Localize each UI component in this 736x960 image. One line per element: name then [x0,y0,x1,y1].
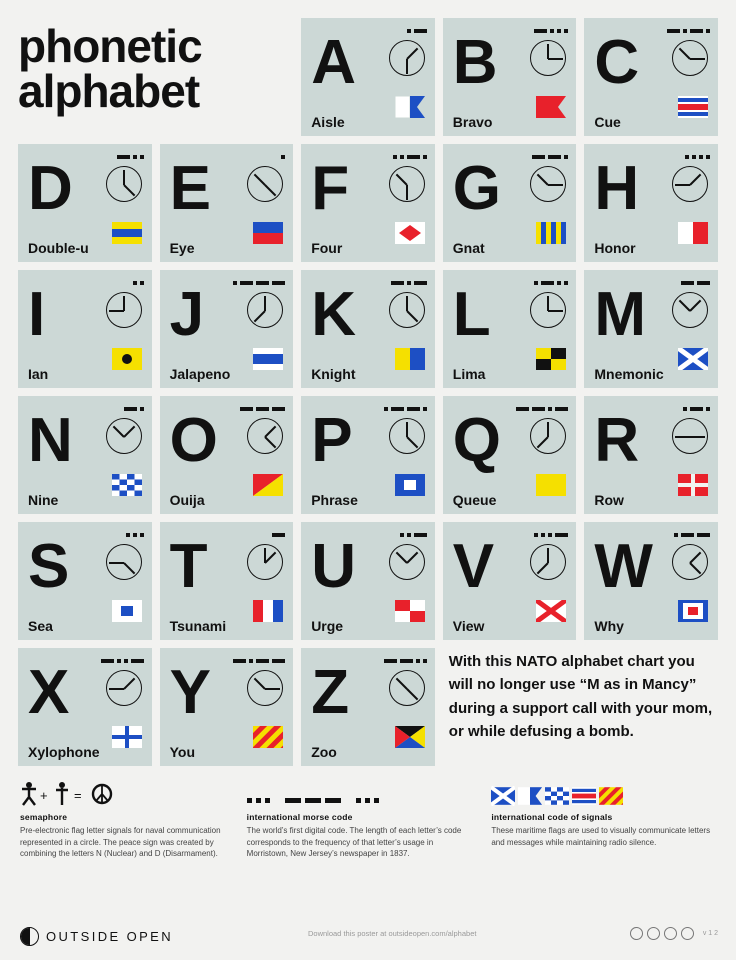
signal-flag-i [112,348,142,370]
signal-flag-y [253,726,283,748]
sample-flag-a [518,786,542,806]
semaphore-icon-j [247,292,283,328]
semaphore-icon-t [247,544,283,580]
letter-card-l[interactable] [443,270,577,388]
download-note: Download this poster at outsideopen.com/alphabet [308,929,477,938]
letter-glyph-t: T [169,532,208,601]
creative-commons-badge [630,927,718,940]
letter-word-j: Jalapeno [169,366,231,382]
letter-card-y[interactable] [160,648,294,766]
letter-card-m[interactable] [584,270,718,388]
signals-body: These maritime flags are used to visually communicate letters and messages while maintaining radio silence. [491,826,711,847]
letter-word-d: Double-u [28,240,89,256]
letter-word-w: Why [594,618,624,634]
sample-flag-m [491,786,515,806]
signal-flag-s [112,600,142,622]
letter-card-k[interactable] [301,270,435,388]
sample-flag-c [572,786,596,806]
signal-flag-r [678,474,708,496]
letter-glyph-c: C [594,28,640,97]
signal-flag-v [536,600,566,622]
letter-card-s[interactable] [18,522,152,640]
semaphore-icon-g [530,166,566,202]
semaphore-body: Pre-electronic flag letter signals for naval communication represented in a circle. The peace sign was created by combining the letters N (Nuclear) and D (Disarmament). [20,826,221,859]
brand-name: OUTSIDE OPEN [46,929,174,944]
morse-code-i [133,278,144,288]
morse-code-n [124,404,144,414]
letter-word-c: Cue [594,114,621,130]
signal-flag-l [536,348,566,370]
morse-code-r [683,404,710,414]
letter-glyph-y: Y [169,658,211,727]
letter-glyph-v: V [452,532,495,601]
semaphore-icon-x [106,670,142,706]
letter-glyph-p: P [311,406,353,475]
morse-code-q [516,404,568,414]
footer-morse [247,780,472,860]
letter-word-k: Knight [311,366,356,382]
letter-word-x: Xylophone [28,744,100,760]
letter-card-r[interactable] [584,396,718,514]
letter-word-m: Mnemonic [594,366,664,382]
letter-glyph-h: H [594,154,640,223]
morse-code-a [407,26,427,36]
semaphore-icon-u [389,544,425,580]
morse-code-y [233,656,285,666]
letter-card-q[interactable] [443,396,577,514]
letter-word-t: Tsunami [169,618,227,634]
letter-glyph-i: I [28,280,46,349]
letter-card-p[interactable] [301,396,435,514]
letter-card-v[interactable] [443,522,577,640]
morse-code-s [126,530,144,540]
letter-card-a[interactable] [301,18,435,136]
letter-glyph-s: S [28,532,70,601]
letter-word-a: Aisle [311,114,345,130]
letter-glyph-r: R [594,406,640,475]
morse-code-c [667,26,710,36]
letter-glyph-b: B [452,28,498,97]
semaphore-icon-v [530,544,566,580]
nato-note-text: With this NATO alphabet chart you will no longer use “M as in Mancy” during a support call with your mom, or while defusing a bomb. [448,653,713,740]
semaphore-icon-y [247,670,283,706]
letter-word-g: Gnat [452,240,485,256]
sample-flag-y [599,786,623,806]
morse-code-m [681,278,710,288]
page-title [18,18,293,136]
semaphore-icon-i [106,292,142,328]
semaphore-icon-f [389,166,425,202]
semaphore-icon-p [389,418,425,454]
letter-card-o[interactable] [160,396,294,514]
signal-flag-u [395,600,425,622]
letter-word-s: Sea [28,618,53,634]
morse-code-p [384,404,427,414]
letter-card-c[interactable] [584,18,718,136]
title-line-2: alphabet [18,65,200,118]
signal-flag-g [536,222,566,244]
letter-word-z: Zoo [311,744,337,760]
signal-flag-t [253,600,283,622]
letter-glyph-g: G [452,154,502,223]
semaphore-icon-q [530,418,566,454]
morse-body: The world’s first digital code. The length of each letter’s code corresponds to the frequency of that letter’s usage in Morristown, New Jersey’s newspaper in 1837. [246,826,462,859]
cc-sa-icon [681,927,694,940]
letter-card-x[interactable] [18,648,152,766]
letter-glyph-z: Z [311,658,350,727]
signal-flag-m [678,348,708,370]
letter-glyph-n: N [28,406,73,475]
letter-glyph-o: O [169,406,218,475]
letter-glyph-x: X [28,658,70,727]
semaphore-icon-e [247,166,283,202]
semaphore-icon-k [389,292,425,328]
letter-card-t[interactable] [160,522,294,640]
morse-code-e [281,152,285,162]
signals-heading: international code of signals [491,812,613,822]
semaphore-icon-l [530,292,566,328]
signal-flag-w [678,600,708,622]
morse-code-g [532,152,568,162]
semaphore-sample-icons [20,780,227,806]
morse-code-w [674,530,710,540]
semaphore-icon-d [106,166,142,202]
version-label: v 1 2 [702,930,718,937]
letter-card-i[interactable] [18,270,152,388]
cc-by-icon [647,927,660,940]
footer [18,780,718,860]
sample-flag-n [545,786,569,806]
signal-flag-x [112,726,142,748]
signal-flag-q [536,474,566,496]
letter-card-g[interactable] [443,144,577,262]
semaphore-icon-m [672,292,708,328]
signal-flag-p [395,474,425,496]
letter-word-o: Ouija [169,492,205,508]
letter-glyph-e: E [169,154,211,223]
morse-code-d [117,152,144,162]
semaphore-icon-z [389,670,425,706]
semaphore-icon-h [672,166,708,202]
signal-sample-flags [491,780,716,806]
morse-code-t [272,530,285,540]
semaphore-icon-r [672,418,708,454]
letter-word-l: Lima [452,366,486,382]
signal-flag-d [112,222,142,244]
signal-flag-n [112,474,142,496]
morse-heading: international morse code [246,812,353,822]
letter-glyph-j: J [169,280,205,349]
letter-word-v: View [452,618,485,634]
semaphore-icon-b [530,40,566,76]
semaphore-icon-o [247,418,283,454]
signal-flag-z [395,726,425,748]
morse-code-o [240,404,285,414]
morse-code-x [101,656,144,666]
semaphore-icon-n [106,418,142,454]
letter-card-w[interactable] [584,522,718,640]
semaphore-heading: semaphore [20,812,68,822]
letter-card-e[interactable] [160,144,294,262]
letter-glyph-d: D [28,154,73,223]
alphabet-grid [18,18,718,766]
morse-code-b [534,26,568,36]
letter-card-u[interactable] [301,522,435,640]
signal-flag-e [253,222,283,244]
nato-note [443,648,718,766]
signal-flag-k [395,348,425,370]
signal-flag-h [678,222,708,244]
letter-glyph-l: L [452,280,491,349]
signal-flag-o [253,474,283,496]
signal-flag-j [253,348,283,370]
signal-flag-b [536,96,566,118]
morse-code-j [233,278,285,288]
signal-flag-f [395,222,425,244]
morse-sample-icons [247,780,472,806]
cc-nc-icon [664,927,677,940]
svg-text:+: + [40,788,48,803]
svg-text:=: = [74,788,82,803]
semaphore-icon-w [672,544,708,580]
semaphore-icon-s [106,544,142,580]
letter-word-i: Ian [28,366,49,382]
morse-code-h [685,152,710,162]
letter-glyph-k: K [311,280,356,349]
outside-open-mark-icon [20,927,39,946]
letter-glyph-m: M [594,280,647,349]
letter-word-n: Nine [28,492,59,508]
letter-word-y: You [169,744,195,760]
letter-word-e: Eye [169,240,195,256]
letter-card-h[interactable] [584,144,718,262]
morse-code-v [534,530,568,540]
letter-glyph-f: F [311,154,350,223]
footer-semaphore [20,780,227,860]
letter-glyph-w: W [594,532,653,601]
letter-glyph-q: Q [452,406,502,475]
letter-card-j[interactable] [160,270,294,388]
letter-word-b: Bravo [452,114,493,130]
letter-card-d[interactable] [18,144,152,262]
letter-card-f[interactable] [301,144,435,262]
morse-code-l [534,278,568,288]
letter-card-z[interactable] [301,648,435,766]
letter-glyph-a: A [311,28,356,97]
letter-glyph-u: U [311,532,356,601]
morse-code-f [393,152,427,162]
letter-word-f: Four [311,240,343,256]
letter-word-r: Row [594,492,624,508]
letter-card-n[interactable] [18,396,152,514]
letter-word-p: Phrase [311,492,358,508]
signal-flag-c [678,96,708,118]
brand-logo[interactable] [20,927,173,946]
letter-word-h: Honor [594,240,636,256]
cc-icon [630,927,643,940]
morse-code-z [384,656,427,666]
letter-word-u: Urge [311,618,344,634]
morse-code-u [400,530,427,540]
semaphore-icon-c [672,40,708,76]
footer-signals [491,780,716,860]
letter-word-q: Queue [452,492,497,508]
title-line-1: phonetic [18,20,202,72]
morse-code-k [391,278,427,288]
semaphore-icon-a [389,40,425,76]
letter-card-b[interactable] [443,18,577,136]
signal-flag-a [395,96,425,118]
